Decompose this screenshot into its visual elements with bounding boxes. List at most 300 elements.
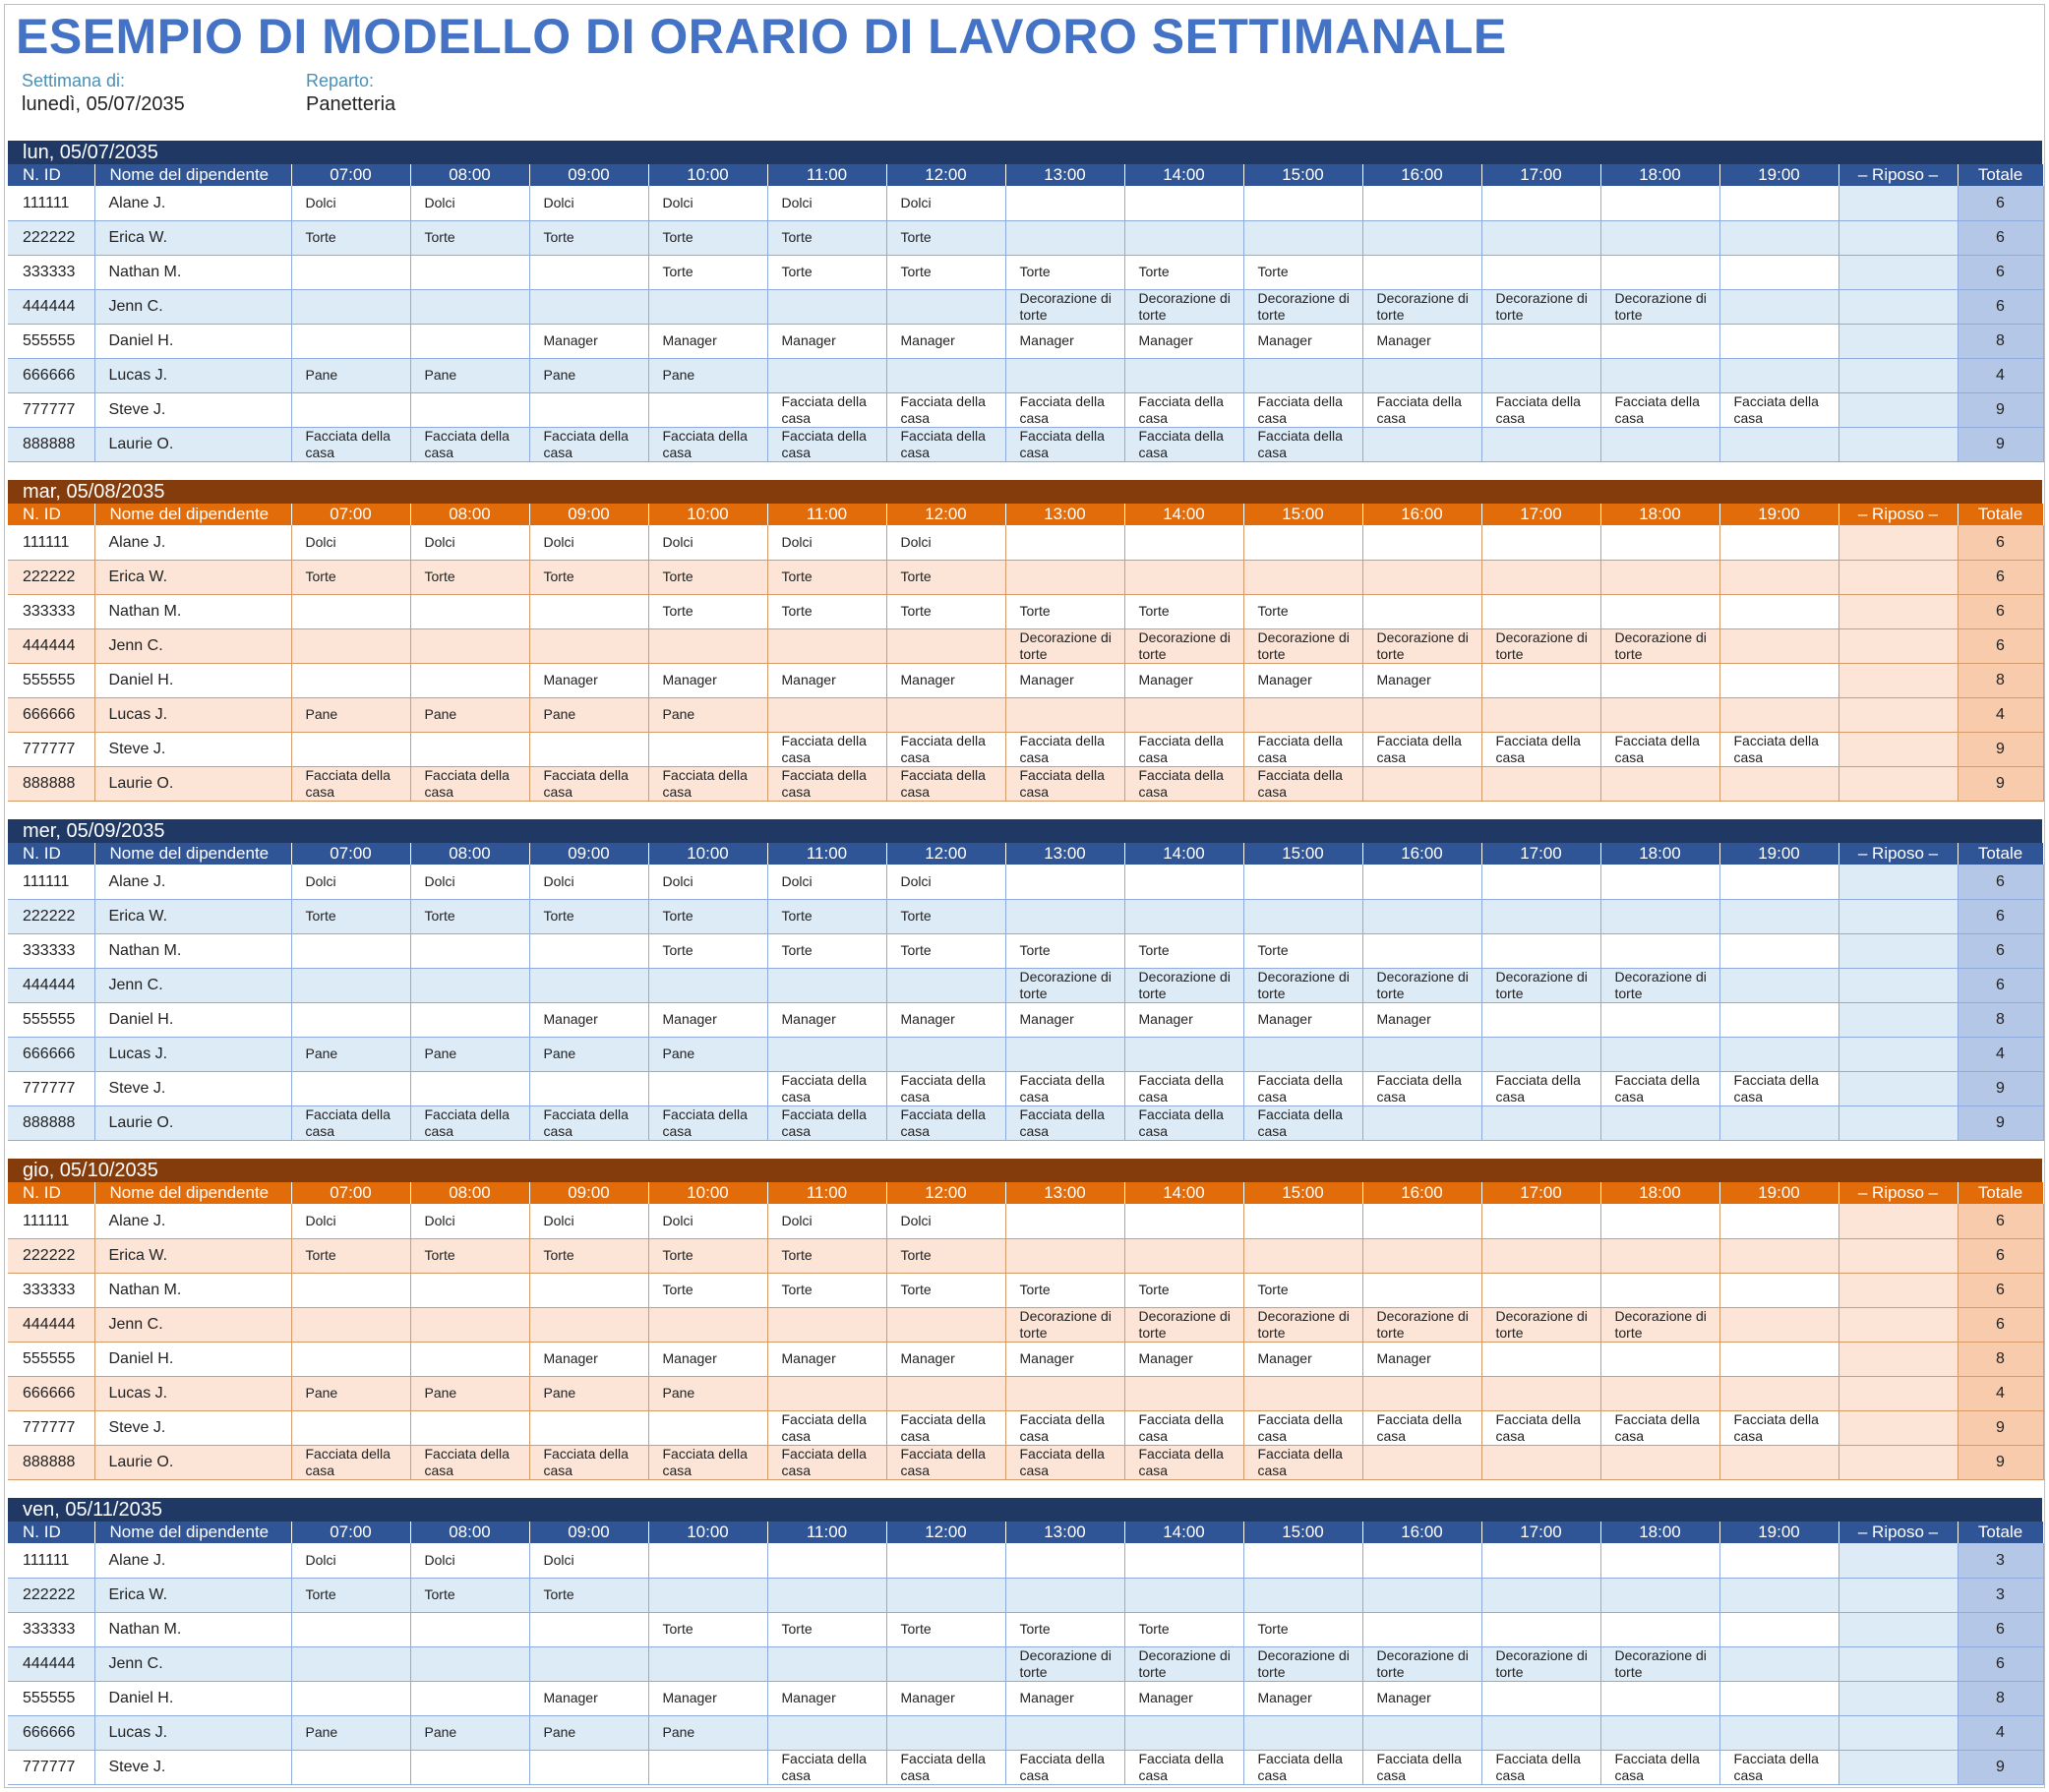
shift-cell[interactable]: Dolci — [291, 186, 410, 220]
shift-cell[interactable] — [291, 392, 410, 427]
shift-cell[interactable]: Facciata della casa — [767, 392, 886, 427]
shift-cell[interactable]: Manager — [886, 324, 1005, 358]
shift-cell[interactable]: Dolci — [291, 865, 410, 899]
total-cell[interactable]: 3 — [1958, 1543, 2043, 1578]
shift-cell[interactable] — [410, 1071, 529, 1105]
department-value[interactable]: Panetteria — [306, 93, 396, 115]
shift-cell[interactable]: Facciata della casa — [1719, 732, 1838, 766]
shift-cell[interactable]: Torte — [767, 1238, 886, 1273]
employee-name-cell[interactable]: Jenn C. — [94, 1646, 291, 1681]
total-cell[interactable]: 6 — [1958, 186, 2043, 220]
total-cell[interactable]: 9 — [1958, 392, 2043, 427]
rest-cell[interactable] — [1838, 1071, 1958, 1105]
total-cell[interactable]: 6 — [1958, 933, 2043, 968]
shift-cell[interactable] — [1005, 186, 1124, 220]
shift-cell[interactable] — [1600, 933, 1719, 968]
shift-cell[interactable]: Pane — [291, 1376, 410, 1410]
shift-cell[interactable]: Decorazione di torte — [1243, 968, 1362, 1002]
shift-cell[interactable]: Facciata della casa — [1362, 392, 1481, 427]
shift-cell[interactable]: Facciata della casa — [1719, 1410, 1838, 1445]
shift-cell[interactable]: Torte — [410, 1578, 529, 1612]
shift-cell[interactable] — [1600, 594, 1719, 628]
shift-cell[interactable]: Facciata della casa — [529, 766, 648, 801]
shift-cell[interactable] — [291, 1750, 410, 1784]
employee-name-cell[interactable]: Erica W. — [94, 1238, 291, 1273]
shift-cell[interactable]: Dolci — [291, 1204, 410, 1238]
shift-cell[interactable]: Dolci — [410, 865, 529, 899]
shift-cell[interactable]: Facciata della casa — [410, 427, 529, 461]
shift-cell[interactable]: Facciata della casa — [529, 1445, 648, 1479]
shift-cell[interactable] — [886, 697, 1005, 732]
shift-cell[interactable]: Torte — [767, 933, 886, 968]
shift-cell[interactable]: Decorazione di torte — [1005, 1307, 1124, 1342]
employee-id-cell[interactable]: 666666 — [8, 1376, 94, 1410]
shift-cell[interactable]: Torte — [886, 1612, 1005, 1646]
shift-cell[interactable]: Torte — [529, 1578, 648, 1612]
employee-name-cell[interactable]: Steve J. — [94, 732, 291, 766]
employee-name-cell[interactable]: Laurie O. — [94, 1445, 291, 1479]
shift-cell[interactable]: Pane — [529, 358, 648, 392]
shift-cell[interactable]: Manager — [529, 324, 648, 358]
shift-cell[interactable] — [1719, 1543, 1838, 1578]
shift-cell[interactable] — [1362, 220, 1481, 255]
shift-cell[interactable] — [1005, 525, 1124, 560]
shift-cell[interactable]: Manager — [1124, 1002, 1243, 1037]
shift-cell[interactable]: Pane — [410, 1715, 529, 1750]
shift-cell[interactable]: Torte — [1124, 933, 1243, 968]
shift-cell[interactable]: Dolci — [410, 525, 529, 560]
shift-cell[interactable] — [1600, 1238, 1719, 1273]
shift-cell[interactable]: Manager — [1362, 1342, 1481, 1376]
shift-cell[interactable]: Manager — [1243, 324, 1362, 358]
employee-name-cell[interactable]: Lucas J. — [94, 1376, 291, 1410]
shift-cell[interactable] — [648, 628, 767, 663]
shift-cell[interactable]: Facciata della casa — [767, 1105, 886, 1140]
shift-cell[interactable]: Facciata della casa — [1243, 732, 1362, 766]
shift-cell[interactable] — [1600, 1342, 1719, 1376]
shift-cell[interactable] — [1005, 1204, 1124, 1238]
employee-name-cell[interactable]: Erica W. — [94, 1578, 291, 1612]
employee-name-cell[interactable]: Laurie O. — [94, 427, 291, 461]
shift-cell[interactable]: Torte — [767, 1612, 886, 1646]
employee-id-cell[interactable]: 111111 — [8, 1204, 94, 1238]
shift-cell[interactable] — [1005, 1376, 1124, 1410]
shift-cell[interactable] — [410, 1342, 529, 1376]
employee-id-cell[interactable]: 666666 — [8, 697, 94, 732]
shift-cell[interactable] — [529, 1750, 648, 1784]
shift-cell[interactable] — [410, 392, 529, 427]
shift-cell[interactable]: Torte — [1005, 255, 1124, 289]
total-cell[interactable]: 8 — [1958, 1681, 2043, 1715]
shift-cell[interactable]: Facciata della casa — [1124, 1071, 1243, 1105]
shift-cell[interactable]: Facciata della casa — [1719, 1071, 1838, 1105]
shift-cell[interactable]: Manager — [1362, 324, 1481, 358]
shift-cell[interactable]: Pane — [529, 1376, 648, 1410]
employee-id-cell[interactable]: 222222 — [8, 220, 94, 255]
shift-cell[interactable] — [529, 1273, 648, 1307]
shift-cell[interactable] — [1005, 1543, 1124, 1578]
shift-cell[interactable] — [648, 1750, 767, 1784]
employee-name-cell[interactable]: Nathan M. — [94, 1612, 291, 1646]
shift-cell[interactable] — [767, 968, 886, 1002]
shift-cell[interactable] — [1243, 1238, 1362, 1273]
shift-cell[interactable] — [1719, 1273, 1838, 1307]
shift-cell[interactable] — [1362, 865, 1481, 899]
rest-cell[interactable] — [1838, 899, 1958, 933]
shift-cell[interactable]: Pane — [410, 358, 529, 392]
shift-cell[interactable]: Pane — [291, 358, 410, 392]
rest-cell[interactable] — [1838, 1612, 1958, 1646]
shift-cell[interactable]: Facciata della casa — [1005, 1105, 1124, 1140]
shift-cell[interactable] — [1719, 358, 1838, 392]
shift-cell[interactable]: Torte — [648, 1273, 767, 1307]
employee-name-cell[interactable]: Alane J. — [94, 186, 291, 220]
rest-cell[interactable] — [1838, 1204, 1958, 1238]
employee-name-cell[interactable]: Lucas J. — [94, 1715, 291, 1750]
shift-cell[interactable]: Facciata della casa — [1719, 1750, 1838, 1784]
shift-cell[interactable] — [529, 255, 648, 289]
shift-cell[interactable]: Manager — [529, 1342, 648, 1376]
shift-cell[interactable]: Decorazione di torte — [1124, 628, 1243, 663]
shift-cell[interactable]: Facciata della casa — [886, 732, 1005, 766]
rest-cell[interactable] — [1838, 255, 1958, 289]
total-cell[interactable]: 9 — [1958, 1105, 2043, 1140]
shift-cell[interactable]: Facciata della casa — [1481, 392, 1600, 427]
shift-cell[interactable] — [291, 628, 410, 663]
shift-cell[interactable] — [291, 255, 410, 289]
shift-cell[interactable] — [886, 358, 1005, 392]
shift-cell[interactable] — [1481, 1445, 1600, 1479]
shift-cell[interactable] — [1362, 1445, 1481, 1479]
rest-cell[interactable] — [1838, 663, 1958, 697]
shift-cell[interactable]: Torte — [886, 933, 1005, 968]
rest-cell[interactable] — [1838, 1646, 1958, 1681]
shift-cell[interactable]: Decorazione di torte — [1005, 628, 1124, 663]
shift-cell[interactable]: Manager — [886, 1342, 1005, 1376]
shift-cell[interactable]: Facciata della casa — [1124, 392, 1243, 427]
shift-cell[interactable]: Dolci — [291, 1543, 410, 1578]
shift-cell[interactable]: Torte — [767, 560, 886, 594]
shift-cell[interactable] — [291, 1681, 410, 1715]
shift-cell[interactable]: Decorazione di torte — [1600, 1646, 1719, 1681]
shift-cell[interactable]: Manager — [648, 324, 767, 358]
shift-cell[interactable]: Manager — [1362, 1002, 1481, 1037]
shift-cell[interactable] — [1481, 865, 1600, 899]
employee-id-cell[interactable]: 444444 — [8, 628, 94, 663]
total-cell[interactable]: 6 — [1958, 560, 2043, 594]
employee-name-cell[interactable]: Daniel H. — [94, 1342, 291, 1376]
total-cell[interactable]: 6 — [1958, 865, 2043, 899]
shift-cell[interactable]: Torte — [1124, 594, 1243, 628]
shift-cell[interactable] — [1600, 766, 1719, 801]
total-cell[interactable]: 6 — [1958, 220, 2043, 255]
shift-cell[interactable] — [886, 1307, 1005, 1342]
employee-id-cell[interactable]: 888888 — [8, 766, 94, 801]
shift-cell[interactable]: Torte — [529, 899, 648, 933]
shift-cell[interactable] — [1124, 1204, 1243, 1238]
total-cell[interactable]: 4 — [1958, 358, 2043, 392]
shift-cell[interactable] — [1600, 186, 1719, 220]
shift-cell[interactable]: Torte — [1124, 1612, 1243, 1646]
shift-cell[interactable] — [1243, 358, 1362, 392]
shift-cell[interactable]: Manager — [529, 1002, 648, 1037]
shift-cell[interactable]: Torte — [529, 560, 648, 594]
shift-cell[interactable]: Manager — [648, 1681, 767, 1715]
shift-cell[interactable]: Decorazione di torte — [1481, 289, 1600, 324]
shift-cell[interactable]: Facciata della casa — [648, 1105, 767, 1140]
total-cell[interactable]: 4 — [1958, 1037, 2043, 1071]
shift-cell[interactable] — [1481, 933, 1600, 968]
shift-cell[interactable]: Facciata della casa — [1243, 1445, 1362, 1479]
shift-cell[interactable]: Facciata della casa — [1005, 1410, 1124, 1445]
shift-cell[interactable] — [1719, 766, 1838, 801]
shift-cell[interactable] — [1719, 628, 1838, 663]
rest-cell[interactable] — [1838, 525, 1958, 560]
shift-cell[interactable] — [1481, 1037, 1600, 1071]
shift-cell[interactable]: Facciata della casa — [410, 1105, 529, 1140]
rest-cell[interactable] — [1838, 865, 1958, 899]
rest-cell[interactable] — [1838, 1410, 1958, 1445]
shift-cell[interactable] — [410, 289, 529, 324]
shift-cell[interactable]: Manager — [767, 663, 886, 697]
shift-cell[interactable]: Pane — [410, 697, 529, 732]
shift-cell[interactable] — [1600, 560, 1719, 594]
shift-cell[interactable]: Torte — [1005, 594, 1124, 628]
shift-cell[interactable]: Torte — [1243, 594, 1362, 628]
shift-cell[interactable]: Decorazione di torte — [1124, 289, 1243, 324]
shift-cell[interactable]: Facciata della casa — [291, 1105, 410, 1140]
shift-cell[interactable]: Torte — [410, 1238, 529, 1273]
shift-cell[interactable] — [410, 1002, 529, 1037]
shift-cell[interactable] — [1719, 289, 1838, 324]
shift-cell[interactable] — [291, 1071, 410, 1105]
shift-cell[interactable] — [1362, 1238, 1481, 1273]
shift-cell[interactable]: Pane — [410, 1037, 529, 1071]
shift-cell[interactable]: Facciata della casa — [291, 1445, 410, 1479]
shift-cell[interactable] — [767, 628, 886, 663]
shift-cell[interactable] — [529, 1071, 648, 1105]
shift-cell[interactable] — [767, 1646, 886, 1681]
shift-cell[interactable]: Pane — [648, 358, 767, 392]
employee-name-cell[interactable]: Steve J. — [94, 1410, 291, 1445]
shift-cell[interactable] — [1481, 324, 1600, 358]
shift-cell[interactable]: Decorazione di torte — [1005, 968, 1124, 1002]
shift-cell[interactable]: Decorazione di torte — [1362, 1307, 1481, 1342]
shift-cell[interactable] — [291, 324, 410, 358]
rest-cell[interactable] — [1838, 1681, 1958, 1715]
employee-id-cell[interactable]: 111111 — [8, 186, 94, 220]
shift-cell[interactable]: Facciata della casa — [1124, 1105, 1243, 1140]
shift-cell[interactable] — [648, 289, 767, 324]
employee-name-cell[interactable]: Jenn C. — [94, 628, 291, 663]
shift-cell[interactable] — [291, 289, 410, 324]
employee-id-cell[interactable]: 555555 — [8, 1681, 94, 1715]
shift-cell[interactable]: Dolci — [529, 525, 648, 560]
shift-cell[interactable]: Torte — [648, 1238, 767, 1273]
shift-cell[interactable] — [291, 732, 410, 766]
week-value[interactable]: lunedì, 05/07/2035 — [22, 93, 185, 115]
employee-name-cell[interactable]: Daniel H. — [94, 324, 291, 358]
shift-cell[interactable] — [1600, 1578, 1719, 1612]
shift-cell[interactable] — [886, 1715, 1005, 1750]
shift-cell[interactable]: Pane — [529, 697, 648, 732]
shift-cell[interactable] — [767, 697, 886, 732]
employee-name-cell[interactable]: Daniel H. — [94, 663, 291, 697]
shift-cell[interactable]: Dolci — [529, 1543, 648, 1578]
shift-cell[interactable]: Torte — [291, 899, 410, 933]
shift-cell[interactable]: Manager — [648, 1342, 767, 1376]
shift-cell[interactable] — [1600, 1002, 1719, 1037]
shift-cell[interactable] — [1719, 1715, 1838, 1750]
shift-cell[interactable] — [1719, 220, 1838, 255]
shift-cell[interactable]: Manager — [1243, 663, 1362, 697]
shift-cell[interactable]: Dolci — [767, 1204, 886, 1238]
total-cell[interactable]: 8 — [1958, 1342, 2043, 1376]
shift-cell[interactable] — [767, 289, 886, 324]
shift-cell[interactable]: Dolci — [886, 525, 1005, 560]
shift-cell[interactable]: Decorazione di torte — [1243, 1307, 1362, 1342]
shift-cell[interactable]: Facciata della casa — [1481, 1750, 1600, 1784]
employee-name-cell[interactable]: Alane J. — [94, 865, 291, 899]
shift-cell[interactable]: Torte — [1005, 1612, 1124, 1646]
shift-cell[interactable] — [1600, 358, 1719, 392]
shift-cell[interactable]: Facciata della casa — [1005, 1071, 1124, 1105]
shift-cell[interactable]: Dolci — [529, 186, 648, 220]
rest-cell[interactable] — [1838, 697, 1958, 732]
shift-cell[interactable]: Decorazione di torte — [1243, 289, 1362, 324]
shift-cell[interactable] — [291, 968, 410, 1002]
shift-cell[interactable] — [1600, 1715, 1719, 1750]
shift-cell[interactable]: Manager — [529, 1681, 648, 1715]
shift-cell[interactable] — [1719, 1612, 1838, 1646]
shift-cell[interactable] — [648, 1071, 767, 1105]
shift-cell[interactable] — [1362, 1105, 1481, 1140]
shift-cell[interactable]: Facciata della casa — [1600, 392, 1719, 427]
rest-cell[interactable] — [1838, 628, 1958, 663]
total-cell[interactable]: 6 — [1958, 1238, 2043, 1273]
employee-id-cell[interactable]: 333333 — [8, 933, 94, 968]
shift-cell[interactable]: Torte — [886, 560, 1005, 594]
shift-cell[interactable] — [1719, 1376, 1838, 1410]
employee-id-cell[interactable]: 333333 — [8, 594, 94, 628]
employee-id-cell[interactable]: 555555 — [8, 1342, 94, 1376]
employee-name-cell[interactable]: Jenn C. — [94, 1307, 291, 1342]
shift-cell[interactable]: Facciata della casa — [1362, 1071, 1481, 1105]
shift-cell[interactable] — [1719, 933, 1838, 968]
shift-cell[interactable]: Torte — [1243, 1273, 1362, 1307]
employee-name-cell[interactable]: Alane J. — [94, 525, 291, 560]
shift-cell[interactable] — [1719, 1002, 1838, 1037]
shift-cell[interactable] — [1362, 525, 1481, 560]
shift-cell[interactable]: Facciata della casa — [886, 1071, 1005, 1105]
shift-cell[interactable] — [886, 289, 1005, 324]
employee-name-cell[interactable]: Laurie O. — [94, 766, 291, 801]
shift-cell[interactable] — [1362, 697, 1481, 732]
shift-cell[interactable]: Torte — [410, 560, 529, 594]
shift-cell[interactable] — [1243, 899, 1362, 933]
shift-cell[interactable] — [1481, 427, 1600, 461]
shift-cell[interactable]: Torte — [291, 220, 410, 255]
shift-cell[interactable] — [1600, 525, 1719, 560]
rest-cell[interactable] — [1838, 1445, 1958, 1479]
shift-cell[interactable]: Facciata della casa — [886, 1445, 1005, 1479]
total-cell[interactable]: 4 — [1958, 1376, 2043, 1410]
shift-cell[interactable] — [767, 1715, 886, 1750]
shift-cell[interactable] — [1362, 560, 1481, 594]
employee-name-cell[interactable]: Daniel H. — [94, 1002, 291, 1037]
total-cell[interactable]: 6 — [1958, 968, 2043, 1002]
shift-cell[interactable] — [1600, 1445, 1719, 1479]
shift-cell[interactable] — [1719, 1578, 1838, 1612]
shift-cell[interactable]: Torte — [291, 1238, 410, 1273]
shift-cell[interactable]: Dolci — [886, 865, 1005, 899]
shift-cell[interactable]: Dolci — [648, 186, 767, 220]
shift-cell[interactable] — [1600, 1612, 1719, 1646]
shift-cell[interactable] — [1719, 1307, 1838, 1342]
employee-id-cell[interactable]: 333333 — [8, 255, 94, 289]
shift-cell[interactable] — [1600, 663, 1719, 697]
shift-cell[interactable]: Pane — [291, 697, 410, 732]
employee-id-cell[interactable]: 555555 — [8, 1002, 94, 1037]
shift-cell[interactable] — [1243, 865, 1362, 899]
shift-cell[interactable]: Manager — [767, 1342, 886, 1376]
shift-cell[interactable] — [648, 1543, 767, 1578]
shift-cell[interactable]: Manager — [1005, 1681, 1124, 1715]
shift-cell[interactable]: Manager — [767, 1681, 886, 1715]
shift-cell[interactable] — [1005, 220, 1124, 255]
employee-id-cell[interactable]: 333333 — [8, 1612, 94, 1646]
total-cell[interactable]: 6 — [1958, 1307, 2043, 1342]
shift-cell[interactable]: Facciata della casa — [291, 766, 410, 801]
shift-cell[interactable] — [529, 732, 648, 766]
total-cell[interactable]: 9 — [1958, 427, 2043, 461]
shift-cell[interactable]: Torte — [648, 255, 767, 289]
rest-cell[interactable] — [1838, 1307, 1958, 1342]
shift-cell[interactable]: Facciata della casa — [648, 427, 767, 461]
shift-cell[interactable] — [1005, 1715, 1124, 1750]
shift-cell[interactable]: Torte — [1243, 255, 1362, 289]
employee-id-cell[interactable]: 111111 — [8, 525, 94, 560]
shift-cell[interactable]: Facciata della casa — [886, 1750, 1005, 1784]
shift-cell[interactable]: Facciata della casa — [886, 427, 1005, 461]
rest-cell[interactable] — [1838, 220, 1958, 255]
employee-name-cell[interactable]: Steve J. — [94, 1071, 291, 1105]
shift-cell[interactable] — [529, 968, 648, 1002]
shift-cell[interactable]: Facciata della casa — [767, 427, 886, 461]
rest-cell[interactable] — [1838, 1002, 1958, 1037]
shift-cell[interactable] — [1600, 865, 1719, 899]
shift-cell[interactable] — [1243, 560, 1362, 594]
shift-cell[interactable]: Torte — [1005, 1273, 1124, 1307]
shift-cell[interactable] — [767, 1376, 886, 1410]
shift-cell[interactable] — [767, 358, 886, 392]
rest-cell[interactable] — [1838, 186, 1958, 220]
shift-cell[interactable]: Decorazione di torte — [1005, 289, 1124, 324]
total-cell[interactable]: 6 — [1958, 594, 2043, 628]
shift-cell[interactable] — [1600, 1543, 1719, 1578]
shift-cell[interactable] — [1719, 1105, 1838, 1140]
shift-cell[interactable] — [1719, 560, 1838, 594]
shift-cell[interactable] — [1600, 697, 1719, 732]
shift-cell[interactable] — [529, 594, 648, 628]
shift-cell[interactable] — [1005, 1238, 1124, 1273]
shift-cell[interactable]: Torte — [648, 560, 767, 594]
employee-id-cell[interactable]: 111111 — [8, 1543, 94, 1578]
shift-cell[interactable] — [529, 1646, 648, 1681]
employee-id-cell[interactable]: 888888 — [8, 1105, 94, 1140]
shift-cell[interactable] — [1362, 1204, 1481, 1238]
employee-id-cell[interactable]: 888888 — [8, 1445, 94, 1479]
